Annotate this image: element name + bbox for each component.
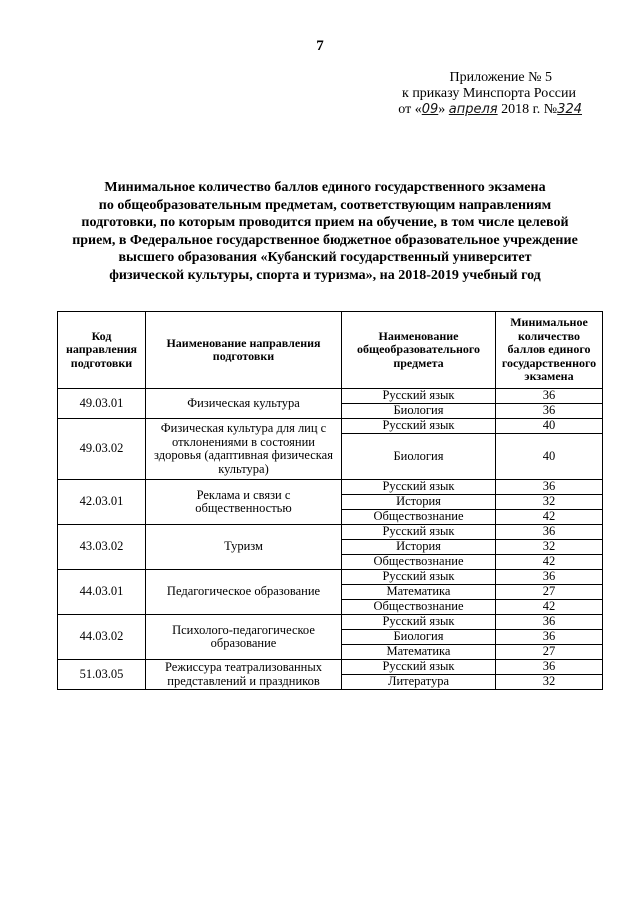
title-line: по общеобразовательным предметам, соответствующим направлениям [98, 197, 552, 213]
table-row [58, 660, 603, 675]
table-row [58, 615, 603, 630]
subject-cell: История [342, 495, 496, 510]
score-cell: 36 [496, 389, 603, 404]
subject-cell: Математика [342, 645, 496, 660]
direction-code: 42.03.01 [58, 480, 146, 525]
date-mid: » [438, 102, 446, 117]
direction-name: Физическая культура для лиц с отклонениями в состоянии здоровья (адаптивная физическая культура) [146, 419, 342, 480]
title-line: Минимальное количество баллов единого государственного экзамена [104, 180, 546, 195]
subject-cell: Обществознание [342, 510, 496, 525]
date-prefix: от « [398, 102, 422, 117]
subject-cell: Русский язык [342, 480, 496, 495]
score-cell: 36 [496, 570, 603, 585]
score-cell: 36 [496, 525, 603, 540]
score-cell: 40 [496, 434, 603, 480]
score-cell: 36 [496, 660, 603, 675]
table-row [58, 570, 603, 585]
direction-code: 51.03.05 [58, 660, 146, 690]
score-cell: 32 [496, 495, 603, 510]
table-row [58, 525, 603, 540]
date-month: апреля [448, 102, 498, 117]
direction-name: Психолого-педагогическое образование [146, 615, 342, 660]
subject-cell: Русский язык [342, 615, 496, 630]
score-cell: 27 [496, 645, 603, 660]
direction-code: 49.03.02 [58, 419, 146, 480]
score-cell: 36 [496, 615, 603, 630]
score-cell: 42 [496, 555, 603, 570]
subject-cell: Биология [342, 630, 496, 645]
subject-cell: Русский язык [342, 525, 496, 540]
order-number: 324 [557, 102, 582, 117]
direction-code: 49.03.01 [58, 389, 146, 419]
table-row [58, 389, 603, 404]
title-line: прием, в Федеральное государственное бюджетное образовательное учреждение [72, 232, 578, 248]
direction-name: Реклама и связи с общественностью [146, 480, 342, 525]
score-cell: 36 [496, 404, 603, 419]
title-line: физической культуры, спорта и туризма», на 2018-2019 учебный год [109, 267, 541, 283]
title-line: высшего образования «Кубанский государственный университет [118, 250, 532, 265]
subject-cell: Обществознание [342, 555, 496, 570]
document-title [60, 179, 590, 284]
header-code: Код направления подготовки [58, 312, 146, 389]
subject-cell: Русский язык [342, 389, 496, 404]
appendix-title: Приложение № 5 [449, 70, 552, 85]
score-cell: 36 [496, 480, 603, 495]
header-subject: Наименование общеобразовательного предмета [342, 312, 496, 389]
subject-cell: Русский язык [342, 660, 496, 675]
direction-code: 43.03.02 [58, 525, 146, 570]
appendix-block [362, 70, 582, 118]
direction-name: Туризм [146, 525, 342, 570]
score-cell: 40 [496, 419, 603, 434]
appendix-order-date [362, 102, 582, 118]
direction-code: 44.03.02 [58, 615, 146, 660]
date-day: 09 [421, 102, 439, 117]
subject-cell: Математика [342, 585, 496, 600]
subject-cell: Биология [342, 404, 496, 419]
direction-name: Режиссура театрализованных представлений и праздников [146, 660, 342, 690]
subject-cell: История [342, 540, 496, 555]
title-line: подготовки, по которым проводится прием на обучение, в том числе целевой [81, 215, 569, 230]
score-cell: 42 [496, 510, 603, 525]
scores-table [57, 311, 603, 690]
table-row [58, 480, 603, 495]
subject-cell: Биология [342, 434, 496, 480]
subject-cell: Русский язык [342, 419, 496, 434]
table-row [58, 419, 603, 434]
header-direction-name: Наименование направления подготовки [146, 312, 342, 389]
page-number: 7 [316, 38, 324, 54]
direction-name: Педагогическое образование [146, 570, 342, 615]
subject-cell: Литература [342, 675, 496, 690]
appendix-order-ref: к приказу Минспорта России [402, 86, 576, 101]
score-cell: 32 [496, 540, 603, 555]
direction-code: 44.03.01 [58, 570, 146, 615]
direction-name: Физическая культура [146, 389, 342, 419]
subject-cell: Обществознание [342, 600, 496, 615]
score-cell: 42 [496, 600, 603, 615]
subject-cell: Русский язык [342, 570, 496, 585]
date-year: 2018 г. № [501, 102, 558, 117]
score-cell: 27 [496, 585, 603, 600]
score-cell: 36 [496, 630, 603, 645]
header-min-score: Минимальное количество баллов единого государственного экзамена [496, 312, 603, 389]
score-cell: 32 [496, 675, 603, 690]
